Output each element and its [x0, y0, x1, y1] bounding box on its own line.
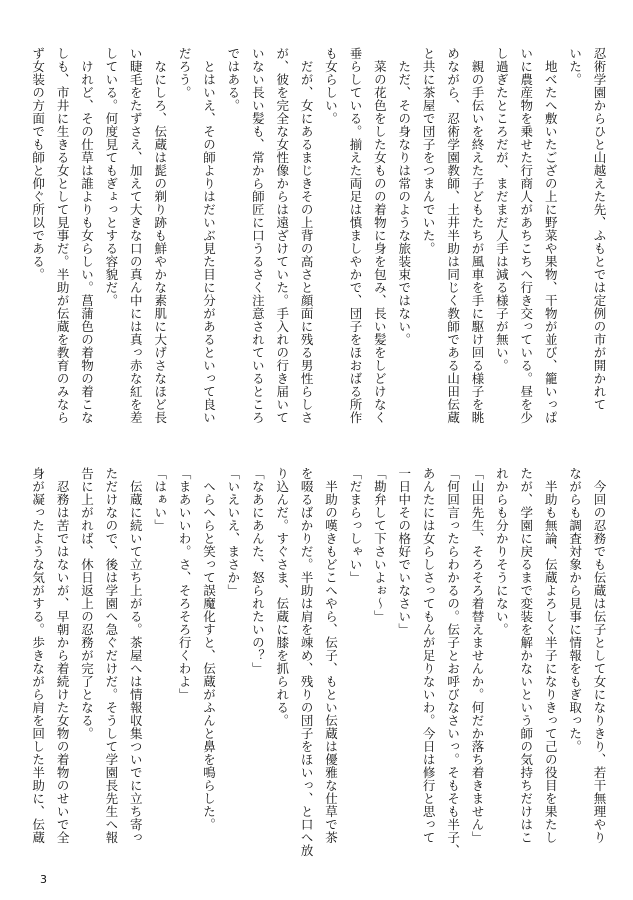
upper-text-line: し過ぎたところだが、まだまだ人手は減る様子が無い。 [494, 47, 510, 372]
lower-text-line: れからも分かりそうにない。 [494, 467, 510, 636]
lower-text-block [21, 467, 611, 857]
lower-text-line: 「いえいえ、まさか」 [225, 467, 241, 597]
upper-text-line: が、彼を完全な女性像からは遠ざけていた。手入れの行き届いて [274, 47, 290, 424]
lower-text-line: 「勘弁して下さいよぉ～」 [372, 467, 388, 623]
lower-text-line: へらへらと笑って誤魔化すと、伝蔵がふんと鼻を鳴らした。 [201, 467, 217, 831]
lower-text-line: 一日中その格好でいなさい」 [396, 467, 412, 636]
lower-text-line: あんたには女らしさってもんが足りないわ。今日は修行と思って [421, 467, 437, 844]
upper-text-line: いた。 [567, 47, 583, 86]
upper-text-block [21, 47, 611, 424]
upper-text-line: 親の手伝いを終えた子どもたちが風車を手に駆け回る様子を眺 [469, 47, 485, 424]
lower-text-line: 告に上がれば、休日返上の忍務が完了となる。 [79, 467, 95, 740]
lower-text-line: り込んだ。すぐさま、伝蔵に膝を抓られる。 [274, 467, 290, 727]
upper-text-line: なにしろ、伝蔵は髭の剃り跡も鮮やかな素肌に大げさなほど長 [152, 47, 168, 424]
lower-text-line: 伝蔵に続いて立ち上がる。茶屋へは情報収集ついでに立ち寄っ [128, 467, 144, 844]
lower-text-line: 今回の忍務でも伝蔵は伝子として女になりきり、若干無理やり [592, 467, 607, 844]
lower-text-line: 「だまらっしゃい」 [347, 467, 363, 584]
upper-text-line: ただ、その身なりは常のような旅装束ではない。 [396, 47, 412, 346]
upper-text-line: 地べたへ敷いたござの上に野菜や果物、干物が並び、籠いっぱ [543, 47, 559, 424]
lower-text-line: 「何回言ったらわかるの。伝子とお呼びなさいっ。そもそも半子、 [445, 467, 461, 857]
lower-text-line: ただけなので、後は学園へ急ぐだけだ。そうして学園長先生へ報 [103, 467, 119, 844]
lower-text-line: 半助も無論、伝蔵よろしく半子になりきって己の役目を果たし [543, 467, 559, 844]
lower-text-line: を啜るばかりだ。半助は肩を竦め、残りの団子をほいっ、と口へ放 [299, 467, 315, 857]
upper-text-line: いに農産物を乗せた行商人があちこちへ行き交っている。昼を少 [518, 47, 534, 424]
upper-text-line: ではある。 [225, 47, 241, 112]
upper-text-line: も女らしい。 [323, 47, 339, 125]
upper-text-line: ず女装の方面でも師と仰ぐ所以である。 [30, 47, 46, 281]
lower-text-line: 「まあいいわ。さ、そろそろ行くわよ」 [177, 467, 193, 701]
upper-text-line: している。何度見てもぎょっとする容貌だ。 [103, 47, 119, 307]
upper-text-line: とはいえ、その師よりはだいぶ見た目に分があるといって良い [201, 47, 217, 424]
lower-text-line: 「山田先生、そろそろ着替えませんか。何だか落ち着きません」 [469, 467, 485, 844]
upper-text-line: 垂らしている。揃えた両足は慎ましやかで、団子をほおばる所作 [347, 47, 363, 424]
lower-text-line: 身が凝ったような気がする。歩きながら肩を回した半助に、伝蔵 [30, 467, 46, 844]
upper-text-line: だが、女にあるまじきその上背の高さと顔面に残る男性らしさ [299, 47, 315, 424]
lower-text-line: 忍務は苦ではないが、早朝から着続けた女物の着物のせいで全 [55, 467, 71, 844]
lower-text-line: たが、学園に戻るまで変装を解かないという師の気持ちだけはこ [518, 467, 534, 844]
upper-text-line: けれど、その仕草は誰よりも女らしい。菖蒲色の着物の着こな [79, 47, 95, 424]
lower-text-line: 「なあにあんた、怒られたいの？」 [250, 467, 266, 675]
upper-text-line: いない長い髪も、常から師匠に口うるさく注意されているところ [250, 47, 266, 424]
upper-text-line: だろう。 [177, 47, 193, 99]
upper-text-line: と共に茶屋で団子をつまんでいた。 [421, 47, 437, 255]
upper-text-line: めながら、忍術学園教師、土井半助は同じく教師である山田伝蔵 [445, 47, 461, 424]
upper-text-line: い睫毛をたずさえ、加えて大きな口の真ん中には真っ赤な紅を差 [128, 47, 144, 424]
upper-text-line: 菜の花色をした女ものの着物に身を包み、長い髪をしどけなく [372, 47, 388, 424]
lower-text-line: 「はぁい」 [152, 467, 168, 532]
upper-text-line: しも、市井に生きる女として見事だ。半助が伝蔵を教育のみなら [55, 47, 71, 424]
lower-text-line: 半助の嘆きもどこへやら、伝子、もとい伝蔵は優雅な仕草で茶 [323, 467, 339, 844]
page-number: 3 [40, 873, 47, 886]
lower-text-line: ながらも調査対象から見事に情報をもぎ取った。 [567, 467, 583, 753]
upper-text-line: 忍術学園からひと山越えた先、ふもとでは定例の市が開かれて [592, 47, 607, 411]
